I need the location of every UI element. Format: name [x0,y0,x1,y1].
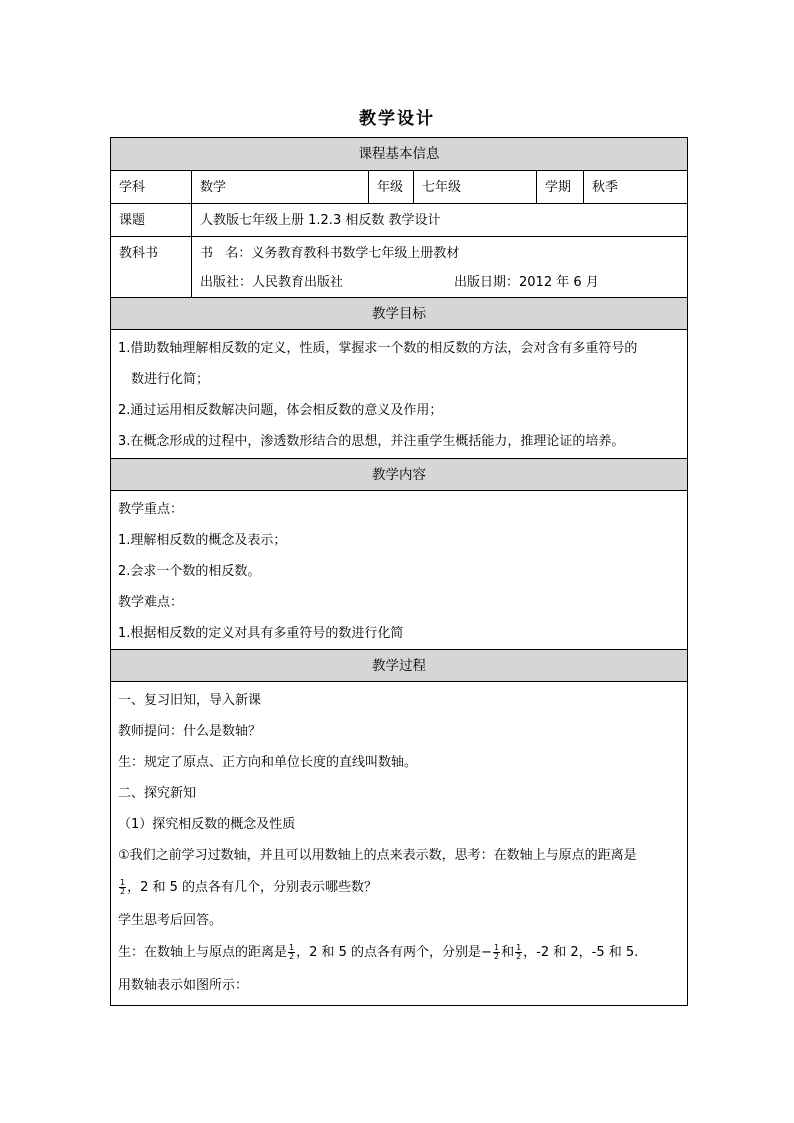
process-line [111,871,687,905]
fraction: $\frac{1}{2}$ [120,878,126,896]
fraction: $\frac{1}{2}$ [516,943,522,961]
info-row-textbook [111,236,687,297]
objectives-body [111,329,687,458]
fraction: $\frac{1}{2}$ [493,943,500,961]
objective-line: 2.通过运用相反数解决问题，体会相反数的意义及作用； [118,403,443,418]
objective-line: 1.借助数轴理解相反数的定义，性质，掌握求一个数的相反数的方法，会对含有多重符号的 [118,341,638,356]
content-line: 1.理解相反数的概念及表示； [118,533,287,548]
objective-line: 数进行化简； [131,372,210,387]
book-name: 书 名：义务教育教科书数学七年级上册教材 [200,246,460,261]
lesson-plan-table [110,137,688,1006]
grade-value: 七年级 [413,171,536,203]
process-text: ，-2 和 2，-5 和 5. [523,945,639,960]
info-row-topic [111,203,687,236]
process-line: 二、探究新知 [118,786,197,801]
topic-value: 人教版七年级上册 1.2.3 相反数 教学设计 [191,204,687,236]
process-line: 用数轴表示如图所示： [118,978,249,993]
process-text: 和 [501,945,515,960]
topic-label: 课题 [119,213,146,228]
section-header-process: 教学过程 [111,649,687,681]
content-line: 2.会求一个数的相反数。 [118,564,261,579]
subject-label: 学科 [119,180,146,195]
term-value: 秋季 [583,171,687,203]
page-title: 教学设计 [359,109,435,129]
content-line: 1.根据相反数的定义对具有多重符号的数进行化简 [118,626,404,641]
grade-label: 年级 [368,171,413,203]
content-body [111,490,687,649]
process-text: ，2 和 5 的点各有几个，分别表示哪些数？ [127,880,378,895]
subject-value: 数学 [191,171,368,203]
process-line: ①我们之前学习过数轴，并且可以用数轴上的点来表示数，思考：在数轴上与原点的距离是 [118,848,637,863]
process-line [111,936,687,970]
process-line: （1）探究相反数的概念及性质 [118,817,296,832]
objective-line: 3.在概念形成的过程中，渗透数形结合的思想，并注重学生概括能力，推理论证的培养。 [118,434,625,449]
minus-sign: − [481,945,492,960]
section-header-objectives: 教学目标 [111,297,687,329]
term-label: 学期 [536,171,583,203]
textbook-details [191,237,687,297]
process-text: 生：在数轴上与原点的距离是 [118,945,288,960]
publication-date: 出版日期：2012 年 6 月 [454,275,599,290]
content-line: 教学难点： [118,595,184,610]
fraction: $\frac{1}{2}$ [289,943,295,961]
process-line: 生：规定了原点、正方向和单位长度的直线叫数轴。 [118,755,418,770]
publisher: 出版社：人民教育出版社 [200,275,344,290]
process-line: 学生思考后回答。 [118,913,223,928]
process-line: 一、复习旧知，导入新课 [118,693,262,708]
textbook-label: 教科书 [119,246,159,261]
section-header-content: 教学内容 [111,458,687,490]
section-header-basic-info: 课程基本信息 [111,138,687,170]
process-text: ，2 和 5 的点各有两个，分别是 [296,945,482,960]
process-body [111,681,687,1005]
info-row-subject [111,170,687,203]
content-line: 教学重点： [118,502,184,517]
process-line: 教师提问：什么是数轴？ [118,724,262,739]
